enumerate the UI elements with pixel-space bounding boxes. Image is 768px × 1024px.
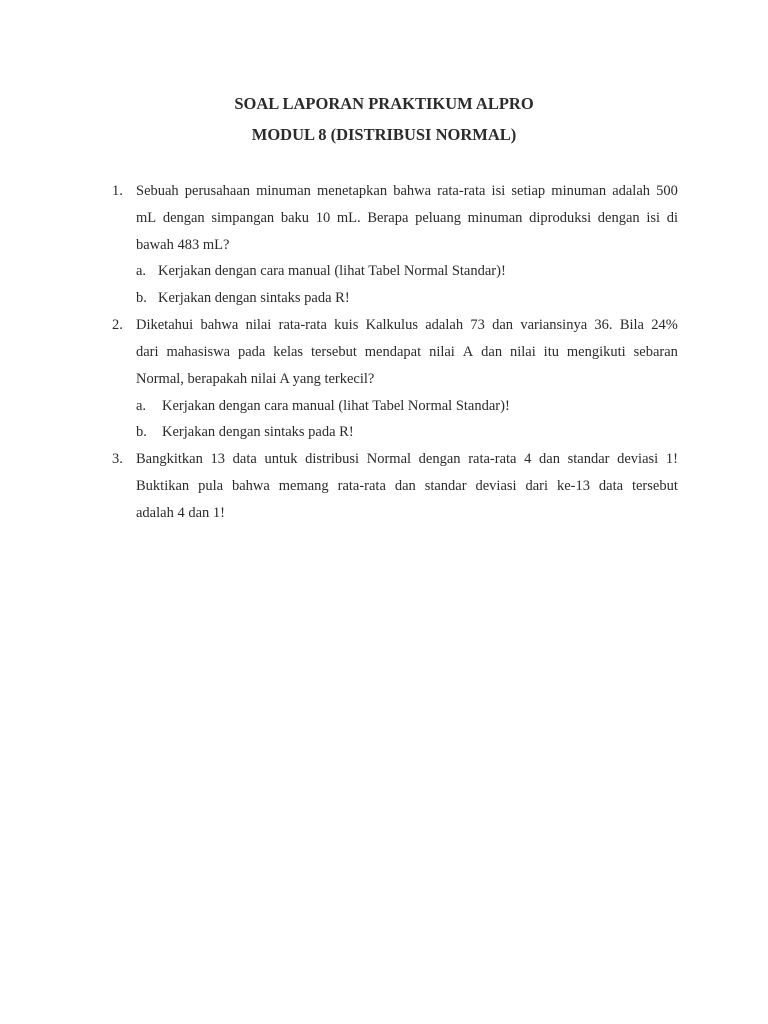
- question-line: Buktikan pula bahwa memang rata-rata dan standar deviasi dari ke-13 data tersebut: [136, 477, 678, 494]
- question-line: Sebuah perusahaan minuman menetapkan bahwa rata-rata isi setiap minuman adalah 500: [136, 183, 678, 199]
- sub-letter: a.: [136, 263, 147, 279]
- question-text: [136, 178, 678, 258]
- question-line: dari mahasiswa pada kelas tersebut mendapat nilai A dan nilai itu mengikuti sebaran: [136, 343, 678, 360]
- sub-text: Kerjakan dengan cara manual (lihat Tabel Normal Standar)!: [162, 398, 510, 414]
- sub-text: Kerjakan dengan sintaks pada R!: [158, 290, 350, 306]
- question-1-sub-a: [136, 258, 506, 285]
- question-text: [136, 312, 678, 392]
- sub-text: Kerjakan dengan sintaks pada R!: [162, 424, 354, 440]
- question-2-sub-a: [136, 393, 510, 420]
- sub-letter: b.: [136, 290, 147, 306]
- document-subtitle: MODUL 8 (DISTRIBUSI NORMAL): [251, 125, 517, 144]
- question-1-sub-b: [136, 285, 350, 312]
- question-line: mL dengan simpangan baku 10 mL. Berapa peluang minuman diproduksi dengan isi di: [136, 209, 678, 226]
- question-number: 3.: [112, 451, 123, 467]
- document-title: SOAL LAPORAN PRAKTIKUM ALPRO: [234, 94, 534, 113]
- question-line: adalah 4 dan 1!: [136, 504, 225, 521]
- question-number: 1.: [112, 183, 123, 199]
- sub-text: Kerjakan dengan cara manual (lihat Tabel Normal Standar)!: [158, 263, 506, 279]
- question-line: Normal, berapakah nilai A yang terkecil?: [136, 370, 375, 387]
- sub-letter: a.: [136, 398, 147, 414]
- question-line: bawah 483 mL?: [136, 236, 230, 253]
- question-2-sub-b: [136, 419, 354, 446]
- sub-letter: b.: [136, 424, 147, 440]
- question-text: [136, 446, 678, 526]
- question-line: Bangkitkan 13 data untuk distribusi Normal dengan rata-rata 4 dan standar deviasi 1!: [136, 451, 678, 467]
- question-line: Diketahui bahwa nilai rata-rata kuis Kalkulus adalah 73 dan variansinya 36. Bila 24%: [136, 317, 678, 333]
- question-number: 2.: [112, 317, 123, 333]
